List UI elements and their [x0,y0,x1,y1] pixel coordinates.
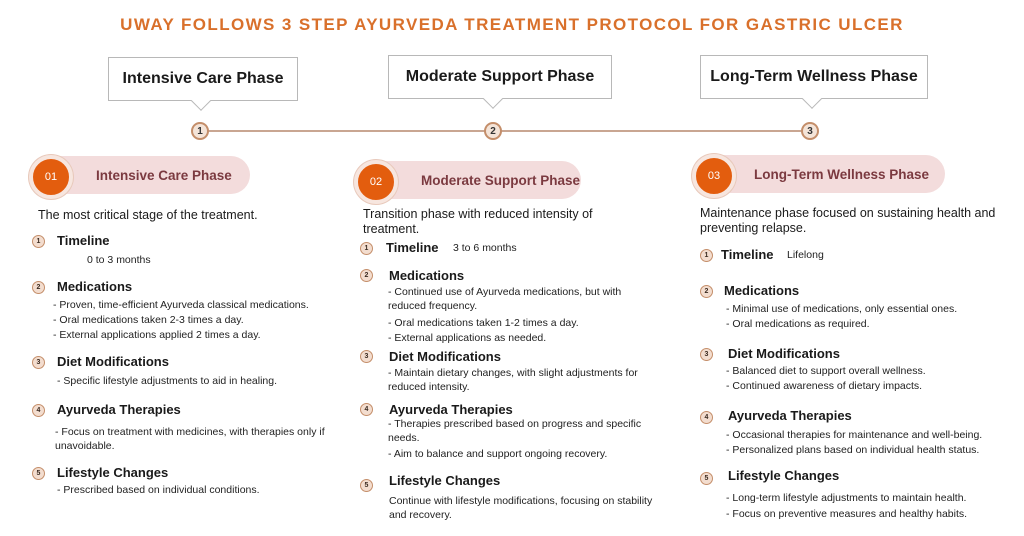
section-title-therapies: Ayurveda Therapies [389,402,513,417]
section-title-timeline: Timeline [721,247,774,262]
section-title-therapies: Ayurveda Therapies [57,402,181,417]
section-title-timeline: Timeline [57,233,110,248]
section-title-lifestyle: Lifestyle Changes [57,465,169,480]
section-title-medications: Medications [57,279,133,294]
list-item: - Oral medications taken 2-3 times a day. [53,314,244,326]
list-item: - Focus on preventive measures and healthy habits. [726,508,968,520]
list-item: - Oral medications taken 1-2 times a day. [388,317,579,329]
callout-label: Moderate Support Phase [405,68,595,85]
section-number: 3 [32,356,45,369]
section-title-medications: Medications [389,268,465,283]
list-item: - Long-term lifestyle adjustments to maintain health. [726,492,967,504]
section-number: 3 [360,350,373,363]
section-number: 5 [700,472,713,485]
section-number: 2 [360,269,373,282]
section-title-diet: Diet Modifications [57,354,169,369]
list-item: - Aim to balance and support ongoing recovery. [388,448,608,460]
phase-intro: Maintenance phase focused on sustaining health and preventing relapse. [700,206,996,235]
section-number: 1 [32,235,45,248]
timeline-node-2: 2 [484,122,502,140]
callout-moderate-support [388,55,612,99]
timeline-value: Lifelong [787,249,824,261]
section-title-diet: Diet Modifications [728,346,840,361]
phase-badge: 01 [29,155,73,199]
list-item: - Continued awareness of dietary impacts. [726,380,923,392]
timeline-node-1: 1 [191,122,209,140]
section-number: 2 [32,281,45,294]
section-title-diet: Diet Modifications [389,349,501,364]
list-item: - Proven, time-efficient Ayurveda classical medications. [53,299,309,311]
phase-pill-label: Intensive Care Phase [96,167,232,183]
timeline-value: 3 to 6 months [453,242,517,254]
list-item: - External applications as needed. [388,332,547,344]
list-item: - Maintain dietary changes, with slight adjustments for reduced intensity. [388,367,638,393]
section-title-timeline: Timeline [386,240,439,255]
phase-intro: Transition phase with reduced intensity of treatment. [363,207,593,236]
section-number: 1 [700,249,713,262]
list-item: - Personalized plans based on individual health status. [726,444,980,456]
section-number: 4 [32,404,45,417]
phase-pill-label: Long-Term Wellness Phase [754,166,930,182]
phase-badge: 03 [692,154,736,198]
section-number: 5 [32,467,45,480]
callout-label: Intensive Care Phase [122,70,284,87]
section-number: 3 [700,348,713,361]
list-item: - Occasional therapies for maintenance and well-being. [726,429,983,441]
list-item: Continue with lifestyle modifications, focusing on stability and recovery. [389,495,653,521]
list-item: - Balanced diet to support overall wellness. [726,365,926,377]
list-item: - Focus on treatment with medicines, with therapies only if unavoidable. [55,426,325,452]
phase-pill-label: Moderate Support Phase [421,172,581,188]
section-title-lifestyle: Lifestyle Changes [728,468,840,483]
section-number: 4 [700,411,713,424]
timeline-node-3: 3 [801,122,819,140]
list-item: - Minimal use of medications, only essential ones. [726,303,958,315]
page-title: UWAY FOLLOWS 3 STEP AYURVEDA TREATMENT PROTOCOL FOR GASTRIC ULCER [120,15,904,34]
timeline-line [200,130,810,132]
section-number: 4 [360,403,373,416]
section-title-lifestyle: Lifestyle Changes [389,473,501,488]
list-item: - Therapies prescribed based on progress and specific needs. [388,418,642,444]
section-number: 1 [360,242,373,255]
list-item: - External applications applied 2 times a day. [53,329,261,341]
list-item: - Prescribed based on individual conditions. [57,484,260,496]
section-number: 2 [700,285,713,298]
list-item: - Oral medications as required. [726,318,870,330]
phase-badge: 02 [354,160,398,204]
list-item: - Continued use of Ayurveda medications, but with reduced frequency. [388,286,622,312]
callout-label: Long-Term Wellness Phase [710,68,918,85]
section-title-therapies: Ayurveda Therapies [728,408,852,423]
list-item: - Specific lifestyle adjustments to aid in healing. [57,375,278,387]
timeline-value: 0 to 3 months [87,254,151,266]
section-title-medications: Medications [724,283,800,298]
section-number: 5 [360,479,373,492]
phase-intro: The most critical stage of the treatment. [38,208,258,222]
